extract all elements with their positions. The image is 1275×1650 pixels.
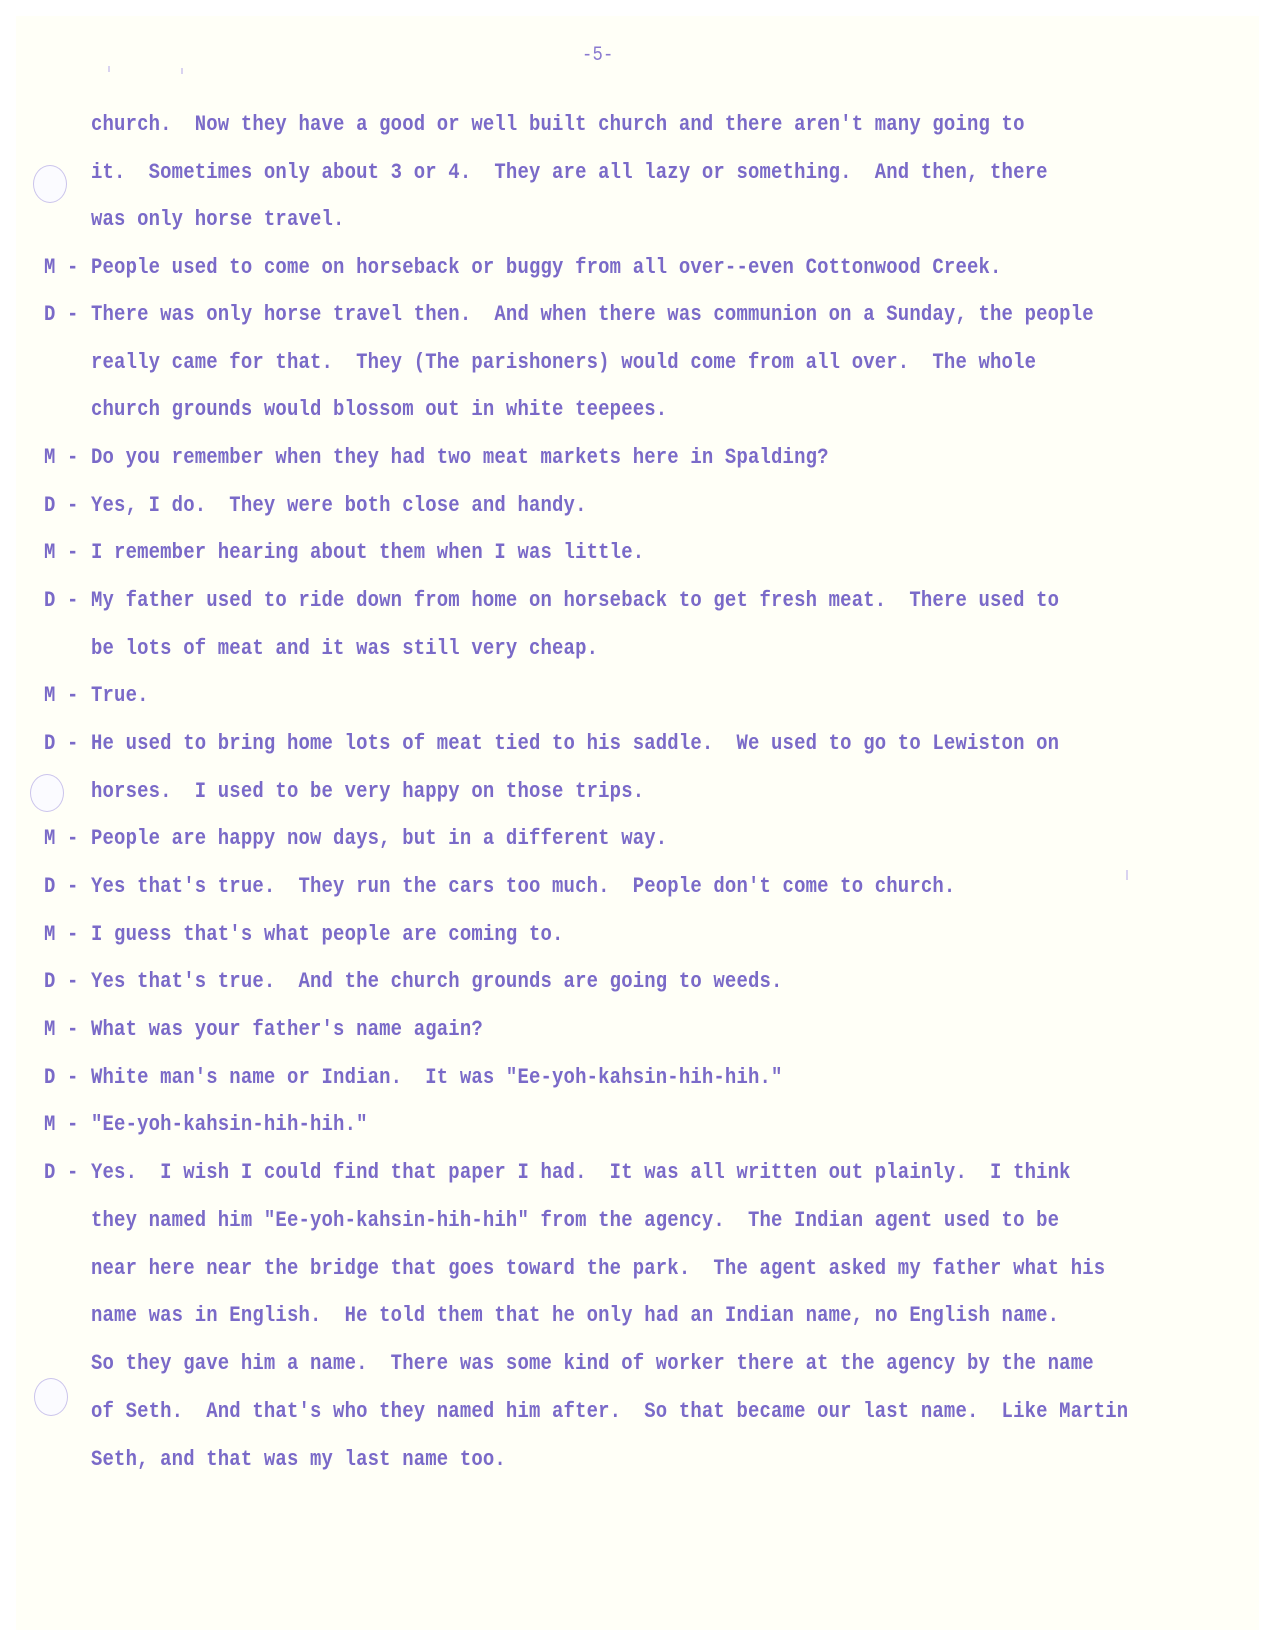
speaker-label: M - <box>44 922 79 947</box>
transcript-line: be lots of meat and it was still very cheap. <box>91 636 599 661</box>
punch-hole-top <box>33 165 67 203</box>
transcript-line: Yes that's true. And the church grounds are going to weeds. <box>91 969 783 994</box>
transcript-line: they named him "Ee-yoh-kahsin-hih-hih" from the agency. The Indian agent used to be <box>91 1208 1060 1233</box>
transcript-line: People are happy now days, but in a different way. <box>91 826 668 851</box>
transcript-line: So they gave him a name. There was some kind of worker there at the agency by the name <box>91 1351 1094 1376</box>
transcript-line: I guess that's what people are coming to. <box>91 922 564 947</box>
speaker-label: D - <box>44 969 79 994</box>
speaker-label: M - <box>44 445 79 470</box>
transcript-line: He used to bring home lots of meat tied to his saddle. We used to go to Lewiston on <box>91 731 1060 756</box>
transcript-line: Yes. I wish I could find that paper I had. It was all written out plainly. I think <box>91 1160 1071 1185</box>
transcript-line: horses. I used to be very happy on those trips. <box>91 779 645 804</box>
speaker-label: D - <box>44 588 79 613</box>
paper-speck <box>181 68 183 74</box>
speaker-label: M - <box>44 1112 79 1137</box>
transcript-line: Yes that's true. They run the cars too much. People don't come to church. <box>91 874 956 899</box>
speaker-label: D - <box>44 874 79 899</box>
transcript-line: True. <box>91 683 149 708</box>
speaker-label: M - <box>44 255 79 280</box>
transcript-line: My father used to ride down from home on horseback to get fresh meat. There used to <box>91 588 1060 613</box>
punch-hole-bottom <box>34 1378 68 1416</box>
speaker-label: D - <box>44 1065 79 1090</box>
transcript-line: was only horse travel. <box>91 207 345 232</box>
transcript-line: church grounds would blossom out in white teepees. <box>91 397 668 422</box>
speaker-label: D - <box>44 493 79 518</box>
page-number: -5- <box>582 44 614 67</box>
speaker-label: M - <box>44 540 79 565</box>
transcript-line: People used to come on horseback or buggy from all over--even Cottonwood Creek. <box>91 255 1002 280</box>
transcript-line: really came for that. They (The parishoners) would come from all over. The whole <box>91 350 1037 375</box>
transcript-line: it. Sometimes only about 3 or 4. They are all lazy or something. And then, there <box>91 160 1048 185</box>
transcript-line: "Ee-yoh-kahsin-hih-hih." <box>91 1112 368 1137</box>
transcript-line: near here near the bridge that goes toward the park. The agent asked my father what his <box>91 1256 1106 1281</box>
transcript-line: church. Now they have a good or well built church and there aren't many going to <box>91 112 1025 137</box>
speaker-label: D - <box>44 302 79 327</box>
transcript-line: name was in English. He told them that he only had an Indian name, no English name. <box>91 1303 1060 1328</box>
transcript-line: Seth, and that was my last name too. <box>91 1447 506 1472</box>
speaker-label: M - <box>44 826 79 851</box>
transcript-line: What was your father's name again? <box>91 1017 483 1042</box>
transcript-line: There was only horse travel then. And when there was communion on a Sunday, the people <box>91 302 1094 327</box>
transcript-line: of Seth. And that's who they named him after. So that became our last name. Like Martin <box>91 1399 1129 1424</box>
paper-speck <box>108 66 110 72</box>
paper-speck <box>1126 870 1128 880</box>
speaker-label: D - <box>44 1160 79 1185</box>
transcript-line: Do you remember when they had two meat markets here in Spalding? <box>91 445 829 470</box>
transcript-line: I remember hearing about them when I was little. <box>91 540 645 565</box>
speaker-label: M - <box>44 1017 79 1042</box>
punch-hole-middle <box>30 774 64 812</box>
transcript-line: Yes, I do. They were both close and handy. <box>91 493 587 518</box>
speaker-label: D - <box>44 731 79 756</box>
transcript-line: White man's name or Indian. It was "Ee-yoh-kahsin-hih-hih." <box>91 1065 783 1090</box>
speaker-label: M - <box>44 683 79 708</box>
